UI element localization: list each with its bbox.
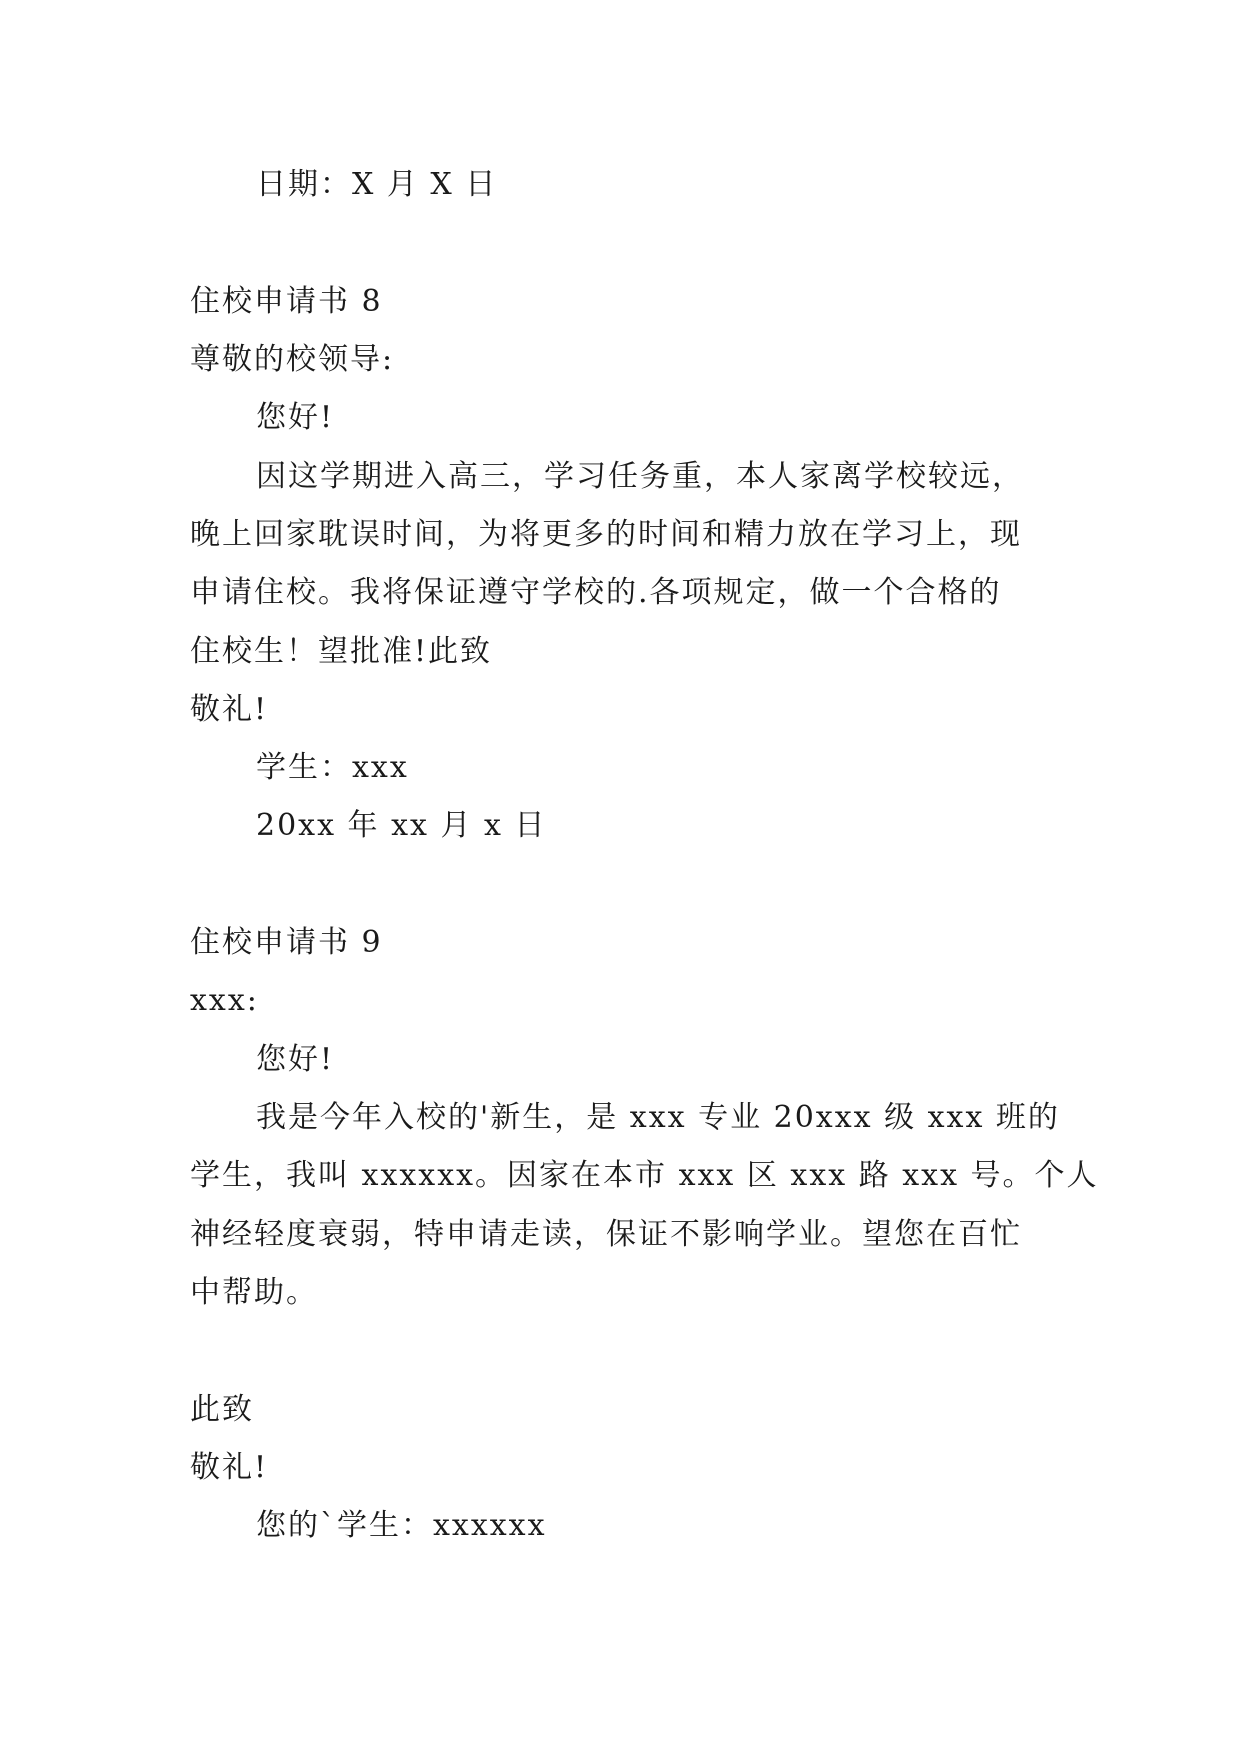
letter9-body-line: 神经轻度衰弱，特申请走读，保证不影响学业。望您在百忙: [190, 1217, 1022, 1252]
letter8-body-line: 住校生！望批准!此致: [190, 634, 493, 669]
letter9-closing-2: 敬礼!: [190, 1450, 269, 1485]
date-line: 日期：X 月 X 日: [256, 167, 498, 202]
letter8-greeting: 您好!: [256, 400, 335, 435]
letter8-body-line: 因这学期进入高三，学习任务重，本人家离学校较远，: [256, 459, 1024, 494]
letter8-signature: 学生：xxx: [256, 750, 409, 785]
letter8-salutation: 尊敬的校领导:: [190, 342, 395, 377]
letter9-body-line: 我是今年入校的'新生，是 xxx 专业 20xxx 级 xxx 班的: [256, 1100, 1060, 1135]
letter8-body-line: 晚上回家耽误时间，为将更多的时间和精力放在学习上，现: [190, 517, 1022, 552]
letter9-greeting: 您好!: [256, 1042, 335, 1077]
letter8-body-line: 申请住校。我将保证遵守学校的.各项规定，做一个合格的: [190, 575, 1002, 610]
letter9-closing-1: 此致: [190, 1392, 254, 1427]
letter9-body-line: 学生，我叫 xxxxxx。因家在本市 xxx 区 xxx 路 xxx 号。个人: [190, 1158, 1099, 1193]
letter9-body-line: 中帮助。: [190, 1275, 318, 1310]
letter9-signature: 您的`学生：xxxxxx: [256, 1508, 547, 1543]
letter9-salutation: xxx:: [190, 983, 259, 1018]
letter8-date: 20xx 年 xx 月 x 日: [256, 808, 547, 843]
letter9-title: 住校申请书 9: [190, 925, 383, 960]
letter8-title: 住校申请书 8: [190, 284, 383, 319]
letter8-closing: 敬礼!: [190, 692, 269, 727]
